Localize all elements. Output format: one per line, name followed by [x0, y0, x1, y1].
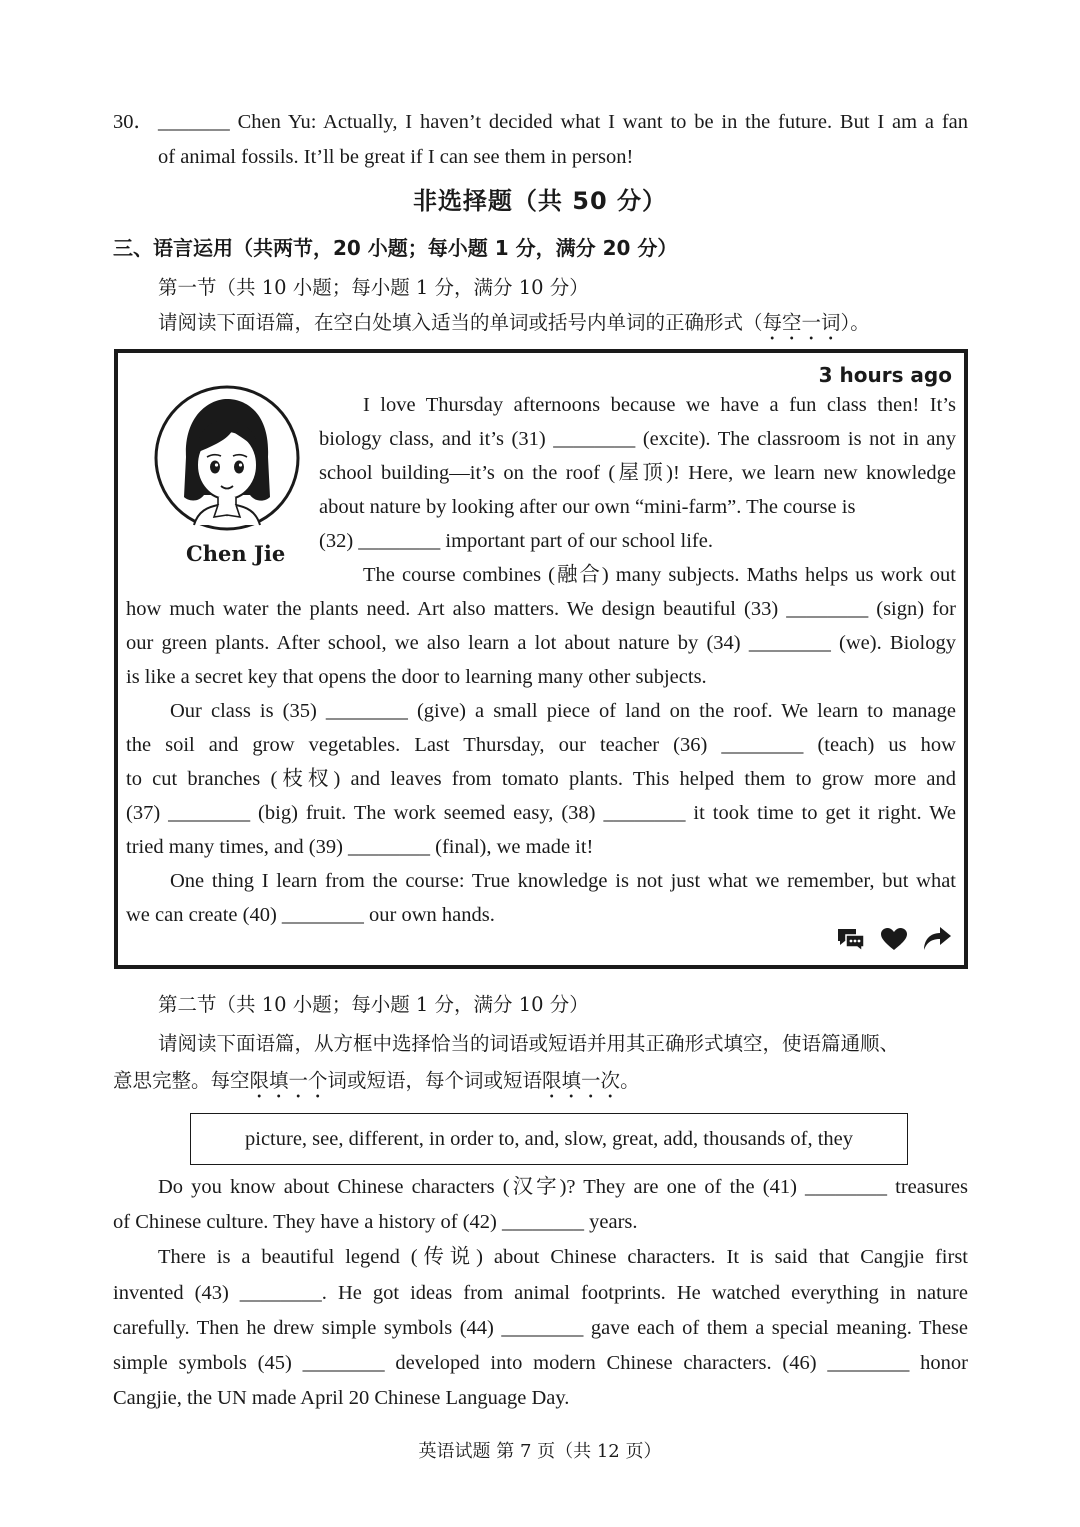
post-line: about nature by looking after our own “mini-farm”. The course is: [319, 496, 856, 518]
q30-line2: of animal fossils. It’ll be great if I can see them in person!: [158, 146, 634, 168]
section1-instruction-pre: 请阅读下面语篇，在空白处填入适当的单词或括号内单词的正确形式（: [158, 311, 763, 334]
section1-instruction: [158, 311, 870, 345]
section-title: 非选择题（共 50 分）: [412, 187, 668, 215]
instruction-emph1: 限填一个: [249, 1069, 328, 1092]
avatar: [154, 385, 300, 531]
post-line: (32) ________ important part of our school life.: [319, 530, 713, 552]
post-line: (37) ________ (big) fruit. The work seemed easy, (38) ________ it took time to get it right. We: [126, 802, 956, 824]
section2-instruction-line2: [113, 1069, 640, 1103]
word-bank-text: picture, see, different, in order to, and, slow, great, add, thousands of, they: [245, 1127, 853, 1150]
post-line: One thing I learn from the course: True knowledge is not just what we remember, but what: [170, 870, 956, 892]
word-bank-box: [190, 1113, 908, 1165]
post-line: biology class, and it’s (31) ________ (excite). The classroom is not in any: [319, 428, 956, 450]
passage-line: invented (43) ________. He got ideas from animal footprints. He watched everything in nature: [113, 1282, 968, 1304]
post-line: to cut branches (枝杈) and leaves from tomato plants. This helped them to grow more and: [126, 768, 956, 790]
section1-instruction-emph: 每空一词: [762, 311, 841, 334]
passage-line: carefully. Then he drew simple symbols (44) ________ gave each of them a special meaning. These: [113, 1317, 968, 1339]
share-icon[interactable]: [922, 926, 952, 957]
instruction-post: 。: [620, 1069, 640, 1092]
passage-line: There is a beautiful legend (传说) about Chinese characters. It is said that Cangjie first: [158, 1246, 968, 1268]
post-line: we can create (40) ________ our own hands.: [126, 904, 495, 926]
q30-line1: _______ Chen Yu: Actually, I haven’t decided what I want to be in the future. But I am a fan: [158, 111, 968, 133]
post-line: Our class is (35) ________ (give) a small piece of land on the roof. We learn to manage: [170, 700, 956, 722]
post-line: is like a secret key that opens the door to learning many other subjects.: [126, 666, 707, 688]
part3-heading: 三、语言运用（共两节，20 小题；每小题 1 分，满分 20 分）: [113, 236, 678, 260]
post-line: school building—it’s on the roof (屋顶)! Here, we learn new knowledge: [319, 462, 956, 484]
post-actions: [836, 926, 952, 957]
heart-icon[interactable]: [880, 927, 908, 956]
post-line: the soil and grow vegetables. Last Thursday, our teacher (36) ________ (teach) us how: [126, 734, 956, 756]
passage-line: Do you know about Chinese characters (汉字)? They are one of the (41) ________ treasures: [158, 1176, 968, 1198]
passage-line: simple symbols (45) ________ developed into modern Chinese characters. (46) ________ honor: [113, 1352, 968, 1374]
comment-icon[interactable]: [836, 926, 866, 957]
instruction-mid: 词或短语，每个词或短语: [327, 1069, 543, 1092]
post-line: tried many times, and (39) ________ (final), we made it!: [126, 836, 594, 858]
section1-instruction-post: ）。: [840, 311, 870, 334]
post-author-name: Chen Jie: [186, 541, 286, 566]
social-post-card: [114, 349, 968, 969]
post-timestamp: 3 hours ago: [818, 363, 952, 387]
post-line: how much water the plants need. Art also matters. We design beautiful (33) ________ (sign) for: [126, 598, 956, 620]
q30-number: 30．: [113, 111, 154, 133]
section1-title: 第一节（共 10 小题；每小题 1 分，满分 10 分）: [158, 276, 589, 299]
instruction-pre: 意思完整。每空: [113, 1069, 250, 1092]
instruction-emph2: 限填一次: [542, 1069, 621, 1092]
post-line: The course combines (融合) many subjects. Maths helps us work out: [363, 564, 956, 586]
section2-instruction-line1: 请阅读下面语篇，从方框中选择恰当的词语或短语并用其正确形式填空，使语篇通顺、: [158, 1032, 900, 1055]
post-line: I love Thursday afternoons because we have a fun class then! It’s: [363, 394, 956, 416]
passage-line: Cangjie, the UN made April 20 Chinese Language Day.: [113, 1387, 570, 1409]
page-footer: 英语试题 第 7 页（共 12 页）: [418, 1441, 662, 1462]
section2-title: 第二节（共 10 小题；每小题 1 分，满分 10 分）: [158, 993, 589, 1016]
passage-line: of Chinese culture. They have a history of (42) ________ years.: [113, 1211, 638, 1233]
post-line: our green plants. After school, we also learn a lot about nature by (34) ________ (we). Biology: [126, 632, 956, 654]
